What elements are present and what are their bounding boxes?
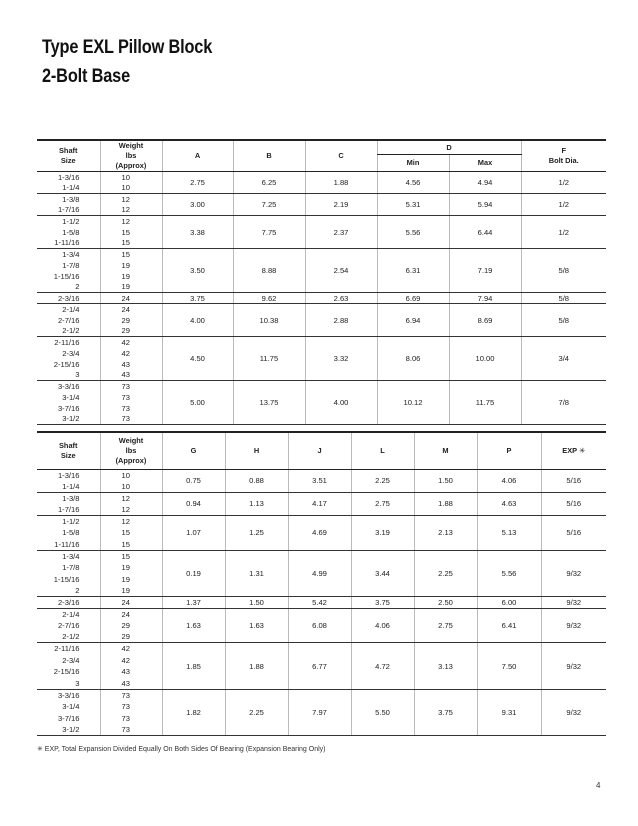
- g-value-cell: 1.37: [162, 597, 225, 609]
- dmin-value-cell: 4.56: [377, 172, 449, 194]
- weight-cell: 19: [100, 260, 162, 271]
- m-value-cell: 3.13: [414, 643, 477, 689]
- weight-cell: 42: [100, 348, 162, 359]
- p-value-cell: 7.50: [477, 643, 541, 689]
- shaft-size-cell: 1-3/16: [57, 470, 80, 480]
- table-row: [37, 492, 606, 504]
- weight-cell: 15: [100, 539, 162, 551]
- h-value-cell: 1.88: [225, 643, 288, 689]
- weight-cell: 73: [100, 392, 162, 403]
- table-row: [37, 643, 606, 655]
- a-value-cell: 3.50: [162, 249, 233, 293]
- header-c: C: [305, 140, 377, 172]
- dmin-value-cell: 6.94: [377, 304, 449, 337]
- shaft-size-cell: 1-1/2: [62, 216, 80, 226]
- header-l: L: [351, 432, 414, 469]
- g-value-cell: 0.75: [162, 469, 225, 492]
- weight-cell: 19: [100, 271, 162, 282]
- dmax-value-cell: 5.94: [449, 194, 521, 216]
- weight-cell: 12: [100, 194, 162, 205]
- header-exp: EXP ✳: [541, 432, 606, 469]
- c-value-cell: 2.88: [305, 304, 377, 337]
- weight-cell: 12: [100, 492, 162, 504]
- p-value-cell: 5.56: [477, 550, 541, 596]
- shaft-size-cell: 1-3/4: [62, 249, 80, 259]
- j-value-cell: 4.17: [288, 492, 351, 515]
- shaft-size-cell: 3-3/16: [57, 690, 80, 700]
- l-value-cell: 2.75: [351, 492, 414, 515]
- header-m: M: [414, 432, 477, 469]
- j-value-cell: 7.97: [288, 689, 351, 735]
- weight-cell: 73: [100, 403, 162, 414]
- m-value-cell: 2.50: [414, 597, 477, 609]
- m-value-cell: 2.13: [414, 515, 477, 550]
- shaft-size-cell: 2-15/16: [53, 667, 80, 677]
- dmax-value-cell: 4.94: [449, 172, 521, 194]
- weight-cell: 19: [100, 282, 162, 293]
- h-value-cell: 1.63: [225, 608, 288, 643]
- a-value-cell: 4.00: [162, 304, 233, 337]
- j-value-cell: 3.51: [288, 469, 351, 492]
- weight-cell: 73: [100, 689, 162, 701]
- header-j: J: [288, 432, 351, 469]
- exp-value-cell: 9/32: [541, 643, 606, 689]
- table-row: [37, 515, 606, 527]
- b-value-cell: 7.75: [233, 216, 305, 249]
- c-value-cell: 2.37: [305, 216, 377, 249]
- shaft-size-cell: 2-1/2: [37, 326, 100, 337]
- shaft-size-cell: 2: [37, 585, 100, 597]
- l-value-cell: 3.44: [351, 550, 414, 596]
- f-value-cell: 5/8: [521, 293, 606, 304]
- weight-cell: 73: [100, 381, 162, 392]
- shaft-size-cell: 3-7/16: [57, 403, 80, 413]
- weight-cell: 12: [100, 504, 162, 516]
- header-shaft-size: Shaft Size: [37, 432, 100, 469]
- weight-cell: 10: [100, 183, 162, 194]
- header-h: H: [225, 432, 288, 469]
- exp-value-cell: 9/32: [541, 597, 606, 609]
- p-value-cell: 9.31: [477, 689, 541, 735]
- dmax-value-cell: 8.69: [449, 304, 521, 337]
- shaft-size-cell: 3: [37, 370, 100, 381]
- shaft-size-cell: 1-3/8: [62, 194, 80, 204]
- a-value-cell: 3.38: [162, 216, 233, 249]
- weight-cell: 15: [100, 527, 162, 539]
- dmin-value-cell: 6.31: [377, 249, 449, 293]
- j-value-cell: 5.42: [288, 597, 351, 609]
- shaft-size-cell: 3-1/2: [37, 724, 100, 736]
- h-value-cell: 1.50: [225, 597, 288, 609]
- shaft-size-cell: 2-3/16: [37, 293, 100, 304]
- exp-value-cell: 9/32: [541, 608, 606, 643]
- h-value-cell: 1.13: [225, 492, 288, 515]
- shaft-size-cell: 3-7/16: [57, 713, 80, 723]
- weight-cell: 19: [100, 562, 162, 574]
- weight-cell: 15: [100, 249, 162, 260]
- weight-cell: 15: [100, 550, 162, 562]
- weight-cell: 12: [100, 515, 162, 527]
- shaft-size-cell: 1-1/4: [37, 481, 100, 493]
- shaft-size-cell: 2-1/4: [62, 304, 80, 314]
- weight-cell: 42: [100, 337, 162, 348]
- l-value-cell: 4.72: [351, 643, 414, 689]
- m-value-cell: 1.88: [414, 492, 477, 515]
- table-row: [37, 689, 606, 701]
- weight-cell: 29: [100, 315, 162, 326]
- weight-cell: 73: [100, 701, 162, 713]
- dmax-value-cell: 7.19: [449, 249, 521, 293]
- header-d: D: [377, 140, 521, 155]
- table-row: [37, 293, 606, 304]
- shaft-size-cell: 1-7/8: [62, 563, 80, 573]
- shaft-size-cell: 2-7/16: [57, 621, 80, 631]
- a-value-cell: 4.50: [162, 337, 233, 381]
- c-value-cell: 4.00: [305, 381, 377, 425]
- weight-cell: 10: [100, 469, 162, 481]
- table-row: [37, 608, 606, 620]
- g-value-cell: 0.94: [162, 492, 225, 515]
- weight-cell: 24: [100, 597, 162, 609]
- weight-cell: 19: [100, 573, 162, 585]
- header-p: P: [477, 432, 541, 469]
- weight-cell: 73: [100, 712, 162, 724]
- f-value-cell: 1/2: [521, 172, 606, 194]
- l-value-cell: 3.75: [351, 597, 414, 609]
- dmax-value-cell: 6.44: [449, 216, 521, 249]
- shaft-size-cell: 1-1/2: [62, 516, 80, 526]
- shaft-size-cell: 1-7/8: [62, 260, 80, 270]
- dimensions-table-1: [37, 139, 606, 425]
- weight-cell: 43: [100, 370, 162, 381]
- shaft-size-cell: 1-3/4: [62, 551, 80, 561]
- dmax-value-cell: 10.00: [449, 337, 521, 381]
- h-value-cell: 1.31: [225, 550, 288, 596]
- a-value-cell: 3.75: [162, 293, 233, 304]
- weight-cell: 15: [100, 238, 162, 249]
- table-row: [37, 381, 606, 392]
- a-value-cell: 2.75: [162, 172, 233, 194]
- shaft-size-cell: 2-3/16: [37, 597, 100, 609]
- table-row: [37, 216, 606, 227]
- shaft-size-cell: 1-3/8: [62, 493, 80, 503]
- l-value-cell: 5.50: [351, 689, 414, 735]
- j-value-cell: 4.99: [288, 550, 351, 596]
- f-value-cell: 3/4: [521, 337, 606, 381]
- weight-cell: 43: [100, 666, 162, 678]
- shaft-size-cell: 2-11/16: [54, 337, 80, 347]
- footnote: ✳ EXP, Total Expansion Divided Equally On Both Sides Of Bearing (Expansion Bearing Only): [37, 746, 326, 753]
- shaft-size-cell: 1-7/16: [37, 504, 100, 516]
- weight-cell: 42: [100, 643, 162, 655]
- shaft-size-cell: 1-5/8: [62, 227, 80, 237]
- f-value-cell: 5/8: [521, 249, 606, 293]
- weight-cell: 12: [100, 205, 162, 216]
- weight-cell: 24: [100, 608, 162, 620]
- shaft-size-cell: 2-7/16: [57, 315, 80, 325]
- header-d-max: Max: [449, 155, 521, 172]
- c-value-cell: 3.32: [305, 337, 377, 381]
- b-value-cell: 8.88: [233, 249, 305, 293]
- shaft-size-cell: 3: [37, 678, 100, 690]
- m-value-cell: 1.50: [414, 469, 477, 492]
- j-value-cell: 6.08: [288, 608, 351, 643]
- shaft-size-cell: 1-5/8: [62, 528, 80, 538]
- c-value-cell: 1.88: [305, 172, 377, 194]
- dmin-value-cell: 8.06: [377, 337, 449, 381]
- shaft-size-cell: 2-11/16: [54, 644, 80, 654]
- weight-cell: 29: [100, 326, 162, 337]
- c-value-cell: 2.54: [305, 249, 377, 293]
- f-value-cell: 5/8: [521, 304, 606, 337]
- shaft-size-cell: 2-1/2: [37, 631, 100, 643]
- table-row: [37, 550, 606, 562]
- header-f: F Bolt Dia.: [521, 140, 606, 172]
- weight-cell: 24: [100, 304, 162, 315]
- c-value-cell: 2.63: [305, 293, 377, 304]
- h-value-cell: 1.25: [225, 515, 288, 550]
- header-b: B: [233, 140, 305, 172]
- l-value-cell: 3.19: [351, 515, 414, 550]
- exp-value-cell: 5/16: [541, 469, 606, 492]
- p-value-cell: 5.13: [477, 515, 541, 550]
- b-value-cell: 7.25: [233, 194, 305, 216]
- shaft-size-cell: 1-15/16: [53, 271, 80, 281]
- g-value-cell: 1.85: [162, 643, 225, 689]
- shaft-size-cell: 3-1/4: [62, 702, 80, 712]
- p-value-cell: 4.06: [477, 469, 541, 492]
- m-value-cell: 3.75: [414, 689, 477, 735]
- table-row: [37, 194, 606, 205]
- b-value-cell: 6.25: [233, 172, 305, 194]
- header-weight: Weight lbs (Approx): [100, 140, 162, 172]
- shaft-size-cell: 1-1/4: [37, 183, 100, 194]
- b-value-cell: 13.75: [233, 381, 305, 425]
- shaft-size-cell: 2-3/4: [62, 348, 80, 358]
- shaft-size-cell: 3-1/2: [37, 414, 100, 425]
- weight-cell: 43: [100, 359, 162, 370]
- f-value-cell: 7/8: [521, 381, 606, 425]
- dmin-value-cell: 5.31: [377, 194, 449, 216]
- table-row: [37, 304, 606, 315]
- c-value-cell: 2.19: [305, 194, 377, 216]
- shaft-size-cell: 1-11/16: [37, 238, 100, 249]
- g-value-cell: 0.19: [162, 550, 225, 596]
- shaft-size-cell: 2-3/4: [62, 655, 80, 665]
- weight-cell: 42: [100, 655, 162, 667]
- table-row: [37, 249, 606, 260]
- dmax-value-cell: 11.75: [449, 381, 521, 425]
- p-value-cell: 4.63: [477, 492, 541, 515]
- shaft-size-cell: 3-3/16: [57, 381, 80, 391]
- l-value-cell: 4.06: [351, 608, 414, 643]
- weight-cell: 10: [100, 172, 162, 183]
- h-value-cell: 2.25: [225, 689, 288, 735]
- dimensions-table-2: [37, 431, 606, 736]
- dmin-value-cell: 5.56: [377, 216, 449, 249]
- weight-cell: 24: [100, 293, 162, 304]
- dmin-value-cell: 6.69: [377, 293, 449, 304]
- weight-cell: 19: [100, 585, 162, 597]
- shaft-size-cell: 1-3/16: [57, 172, 80, 182]
- h-value-cell: 0.88: [225, 469, 288, 492]
- shaft-size-cell: 1-7/16: [37, 205, 100, 216]
- shaft-size-cell: 3-1/4: [62, 392, 80, 402]
- p-value-cell: 6.00: [477, 597, 541, 609]
- j-value-cell: 4.69: [288, 515, 351, 550]
- table-row: [37, 597, 606, 609]
- shaft-size-cell: 2: [37, 282, 100, 293]
- b-value-cell: 9.62: [233, 293, 305, 304]
- weight-cell: 29: [100, 620, 162, 632]
- weight-cell: 73: [100, 724, 162, 736]
- f-value-cell: 1/2: [521, 216, 606, 249]
- a-value-cell: 5.00: [162, 381, 233, 425]
- header-a: A: [162, 140, 233, 172]
- exp-value-cell: 5/16: [541, 492, 606, 515]
- exp-value-cell: 9/32: [541, 550, 606, 596]
- dmin-value-cell: 10.12: [377, 381, 449, 425]
- header-d-min: Min: [377, 155, 449, 172]
- shaft-size-cell: 2-1/4: [62, 609, 80, 619]
- p-value-cell: 6.41: [477, 608, 541, 643]
- l-value-cell: 2.25: [351, 469, 414, 492]
- g-value-cell: 1.63: [162, 608, 225, 643]
- weight-cell: 29: [100, 631, 162, 643]
- exp-value-cell: 9/32: [541, 689, 606, 735]
- shaft-size-cell: 2-15/16: [53, 359, 80, 369]
- a-value-cell: 3.00: [162, 194, 233, 216]
- weight-cell: 15: [100, 227, 162, 238]
- header-shaft-size: Shaft Size: [37, 140, 100, 172]
- shaft-size-cell: 1-15/16: [53, 574, 80, 584]
- weight-cell: 12: [100, 216, 162, 227]
- page-title: Type EXL Pillow Block: [42, 37, 213, 58]
- weight-cell: 73: [100, 414, 162, 425]
- f-value-cell: 1/2: [521, 194, 606, 216]
- shaft-size-cell: 1-11/16: [37, 539, 100, 551]
- exp-value-cell: 5/16: [541, 515, 606, 550]
- weight-cell: 43: [100, 678, 162, 690]
- g-value-cell: 1.82: [162, 689, 225, 735]
- weight-cell: 10: [100, 481, 162, 493]
- m-value-cell: 2.75: [414, 608, 477, 643]
- table-row: [37, 172, 606, 183]
- m-value-cell: 2.25: [414, 550, 477, 596]
- b-value-cell: 10.38: [233, 304, 305, 337]
- b-value-cell: 11.75: [233, 337, 305, 381]
- table-row: [37, 469, 606, 481]
- page-subtitle: 2-Bolt Base: [42, 66, 131, 87]
- dmax-value-cell: 7.94: [449, 293, 521, 304]
- header-weight: Weight lbs (Approx): [100, 432, 162, 469]
- header-g: G: [162, 432, 225, 469]
- g-value-cell: 1.07: [162, 515, 225, 550]
- page-number: 4: [596, 781, 601, 790]
- j-value-cell: 6.77: [288, 643, 351, 689]
- table-row: [37, 337, 606, 348]
